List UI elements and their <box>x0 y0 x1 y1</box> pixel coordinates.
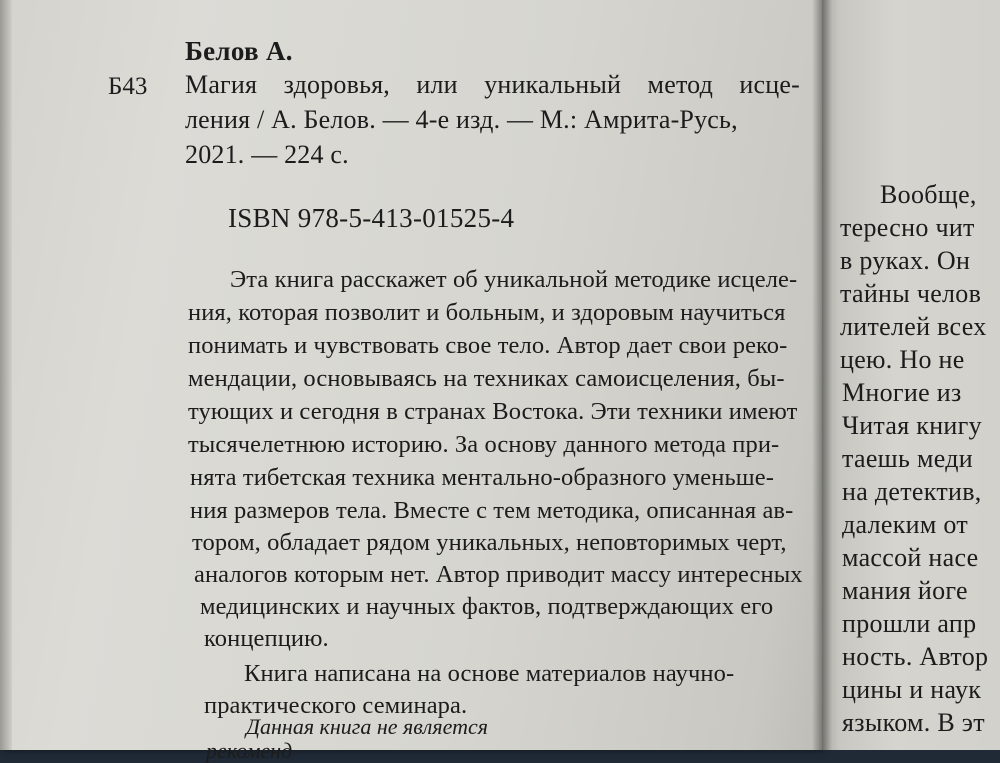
description-line: аналогов которым нет. Автор приводит массу интересных <box>194 561 803 588</box>
description-line: Эта книга расскажет об уникальной методике исцеле- <box>230 266 798 293</box>
right-page-line: лителей всех <box>840 312 987 341</box>
bibliography-line: Магия здоровья, или уникальный метод исце- <box>185 70 800 99</box>
right-page-line: таешь меди <box>842 444 973 473</box>
description-line: концепцию. <box>204 625 329 652</box>
right-page-line: далеким от <box>842 510 969 539</box>
note-line: Данная книга не является <box>246 714 488 739</box>
description-line: тысячелетнюю историю. За основу данного метода при- <box>188 431 780 458</box>
right-page-line: ность. Автор <box>842 642 989 671</box>
right-page-line: Читая книгу <box>842 411 982 440</box>
description-line: нята тибетская техника ментально-образного уменьше- <box>190 464 774 491</box>
description-line: ния, которая позволит и больным, и здоровым научиться <box>188 299 786 326</box>
right-page-line: языком. В эт <box>842 708 985 737</box>
author-name: Белов А. <box>185 36 293 66</box>
right-page-line: в руках. Он <box>840 246 971 275</box>
description-line: медицинских и научных фактов, подтверждающих его <box>200 593 774 620</box>
right-page <box>822 0 1000 750</box>
bibliography-line: 2021. — 224 с. <box>185 140 349 169</box>
description-line: практического семинара. <box>204 692 468 719</box>
right-page-line: Вообще, <box>880 180 977 209</box>
right-page-line: Многие из <box>842 378 962 407</box>
catalog-code: Б43 <box>108 73 148 100</box>
description-line: тором, обладает рядом уникальных, неповторимых черт, <box>192 529 787 556</box>
isbn: ISBN 978-5-413-01525-4 <box>228 203 515 233</box>
right-page-line: цины и наук <box>842 675 982 704</box>
right-page-line: на детектив, <box>842 477 982 506</box>
right-page-line: тайны челов <box>840 279 982 308</box>
description-line: ния размеров тела. Вместе с тем методика, описанная ав- <box>190 497 794 524</box>
right-page-line: мания йоге <box>842 576 968 605</box>
description-line: понимать и чувствовать свое тело. Автор дает свои реко- <box>188 332 788 359</box>
bibliography-line: ления / А. Белов. — 4-е изд. — М.: Амрита-Русь, <box>185 105 738 134</box>
note-line: рекоменд <box>206 738 293 763</box>
book-gutter-shadow <box>812 0 832 750</box>
right-page-line: тересно чит <box>840 213 975 242</box>
right-page-line: цею. Но не <box>840 345 965 374</box>
description-line: Книга написана на основе материалов научно- <box>244 660 735 687</box>
page-edge <box>0 0 12 750</box>
right-page-line: прошли апр <box>842 609 977 638</box>
description-line: тующих и сегодня в странах Востока. Эти техники имеют <box>188 398 798 425</box>
description-line: мендации, основываясь на техниках самоисцеления, бы- <box>188 365 785 392</box>
right-page-line: массой насе <box>842 543 979 572</box>
